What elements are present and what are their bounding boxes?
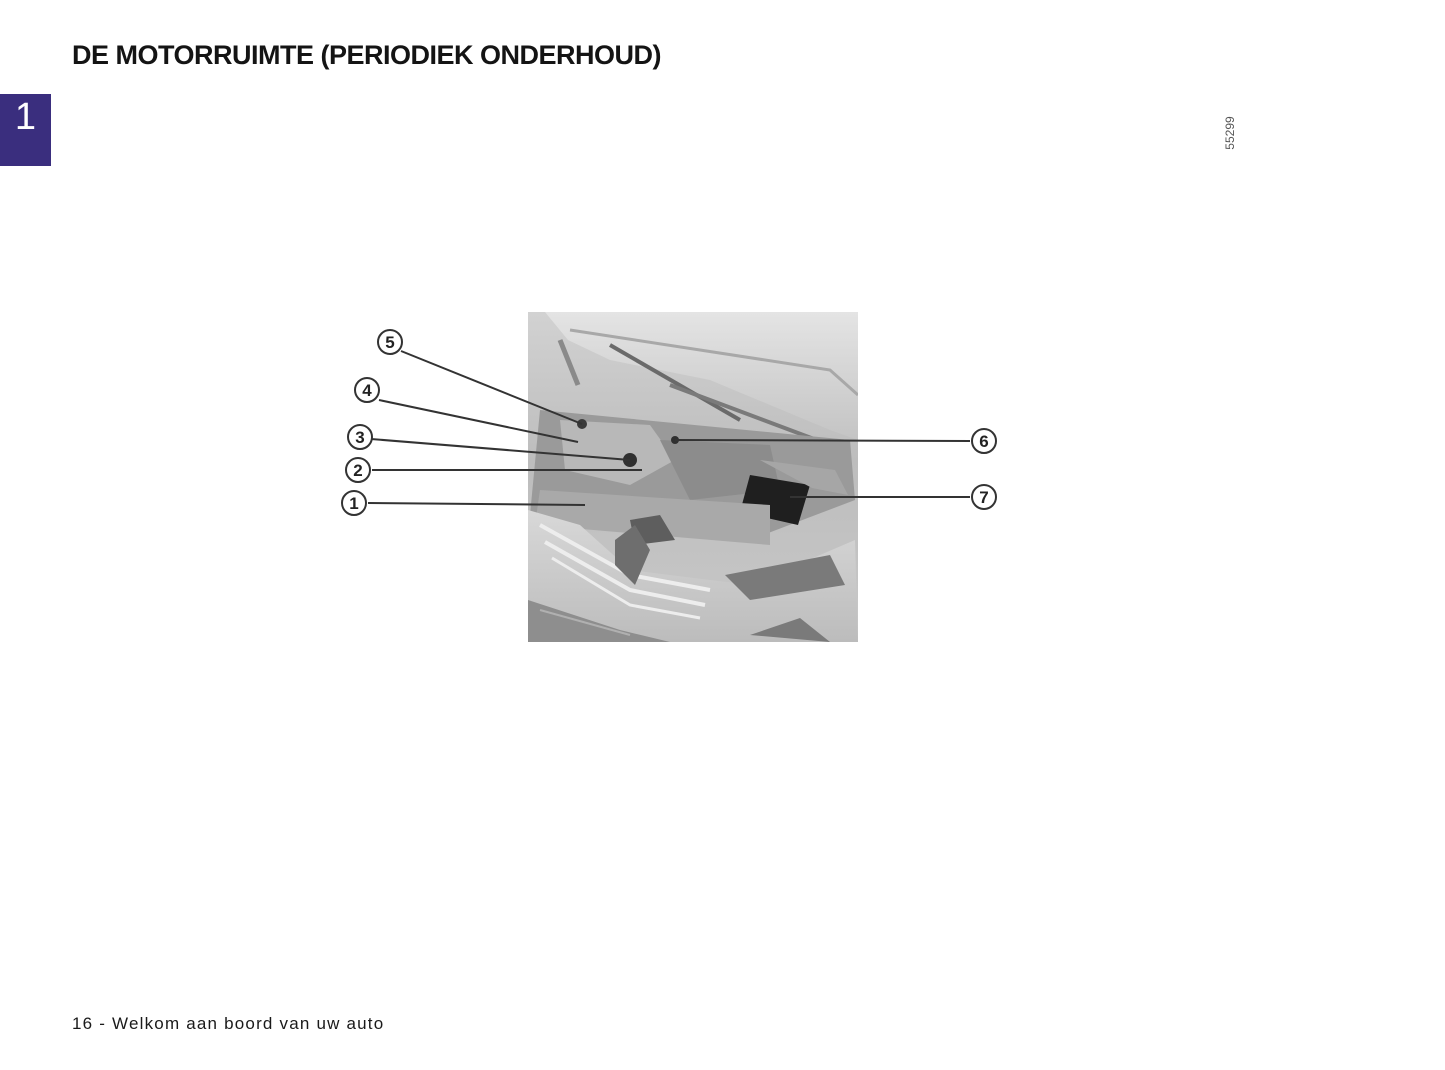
chapter-number: 1 (14, 96, 37, 138)
callout-2 (346, 458, 370, 482)
svg-text:2: 2 (353, 461, 363, 480)
svg-text:6: 6 (979, 432, 989, 451)
engine-photo (528, 312, 858, 642)
callout-5 (378, 330, 402, 354)
callout-1 (342, 491, 366, 515)
svg-text:5: 5 (385, 333, 395, 352)
figure-reference-number: 55299 (1223, 116, 1237, 150)
page-footer: 16 - Welkom aan boord van uw auto (72, 1014, 385, 1033)
svg-text:1: 1 (349, 494, 359, 513)
callout-7 (972, 485, 996, 509)
svg-text:7: 7 (979, 488, 989, 507)
callout-6 (972, 429, 996, 453)
callout-4 (355, 378, 379, 402)
page-title: DE MOTORRUIMTE (PERIODIEK ONDERHOUD) (72, 40, 662, 70)
engine-bay-illustration (330, 300, 1020, 650)
svg-text:3: 3 (355, 428, 365, 447)
callout-3 (348, 425, 372, 449)
chapter-tab (0, 94, 51, 166)
svg-text:4: 4 (362, 381, 372, 400)
